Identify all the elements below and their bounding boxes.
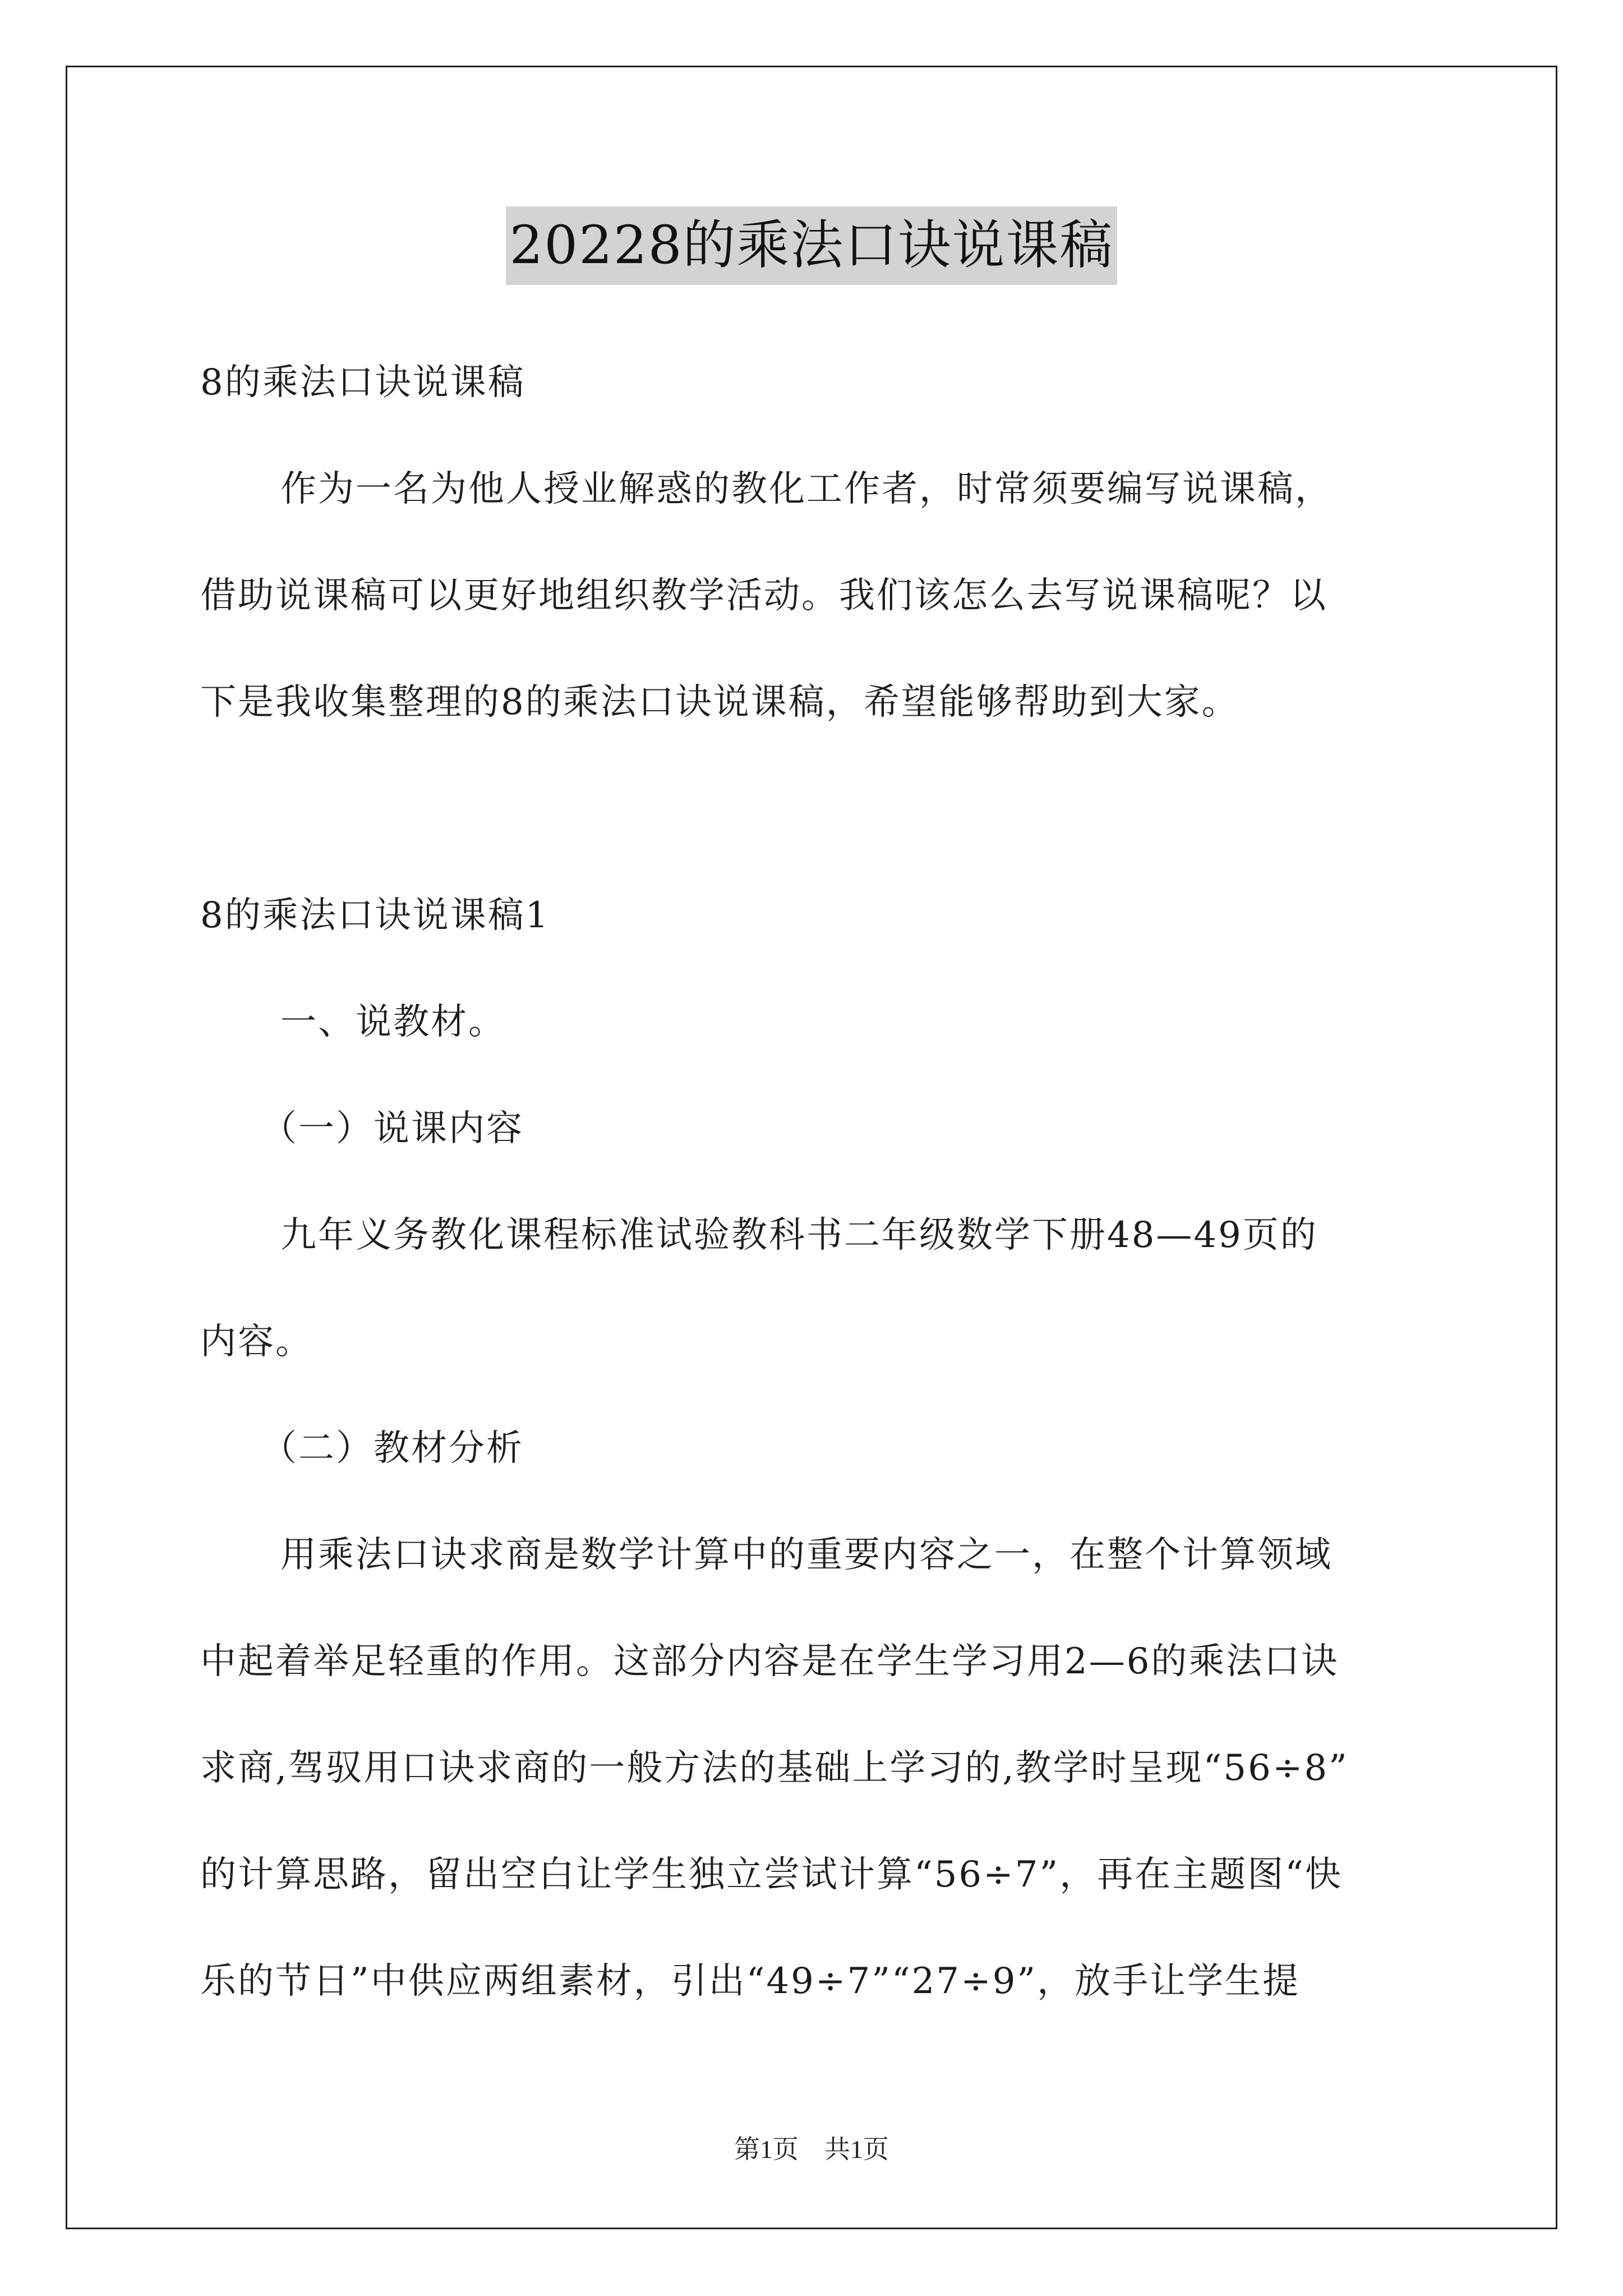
analysis-line-1: 用乘法口诀求商是数学计算中的重要内容之一，在整个计算领域: [280, 1534, 1332, 1576]
analysis-line-2: 中起着举足轻重的作用。这部分内容是在学生学习用2—6的乘法口诀: [200, 1641, 1339, 1682]
content-line-1: 九年义务教化课程标准试验教科书二年级数学下册48—49页的: [280, 1214, 1318, 1256]
content-line-2: 内容。: [200, 1321, 313, 1363]
analysis-line-5: 乐的节日”中供应两组素材，引出“49÷7”“27÷9”，放手让学生提: [200, 1961, 1301, 2002]
heading-lesson-content: （一）说课内容: [261, 1108, 524, 1149]
analysis-line-4: 的计算思路，留出空白让学生独立尝试计算“56÷7”，再在主题图“快: [200, 1854, 1343, 1895]
intro-line-1: 作为一名为他人授业解惑的教化工作者，时常须要编写说课稿，: [280, 468, 1332, 510]
title-container: [0, 206, 1623, 285]
intro-line-3: 下是我收集整理的8的乘法口诀说课稿，希望能够帮助到大家。: [200, 682, 1239, 723]
document-subtitle: 8的乘法口诀说课稿: [200, 362, 525, 403]
heading-material-analysis: （二）教材分析: [261, 1428, 524, 1469]
analysis-line-3: 求商,驾驭用口诀求商的一般方法的基础上学习的,教学时呈现“56÷8”: [200, 1747, 1349, 1789]
page-footer: 第1页 共1页: [734, 2135, 889, 2164]
document-title: 20228的乘法口诀说课稿: [506, 206, 1117, 285]
section-title: 8的乘法口诀说课稿1: [200, 895, 550, 936]
intro-line-2: 借助说课稿可以更好地组织教学活动。我们该怎么去写说课稿呢？以: [200, 575, 1327, 616]
heading-teaching-material: 一、说教材。: [280, 1001, 506, 1043]
